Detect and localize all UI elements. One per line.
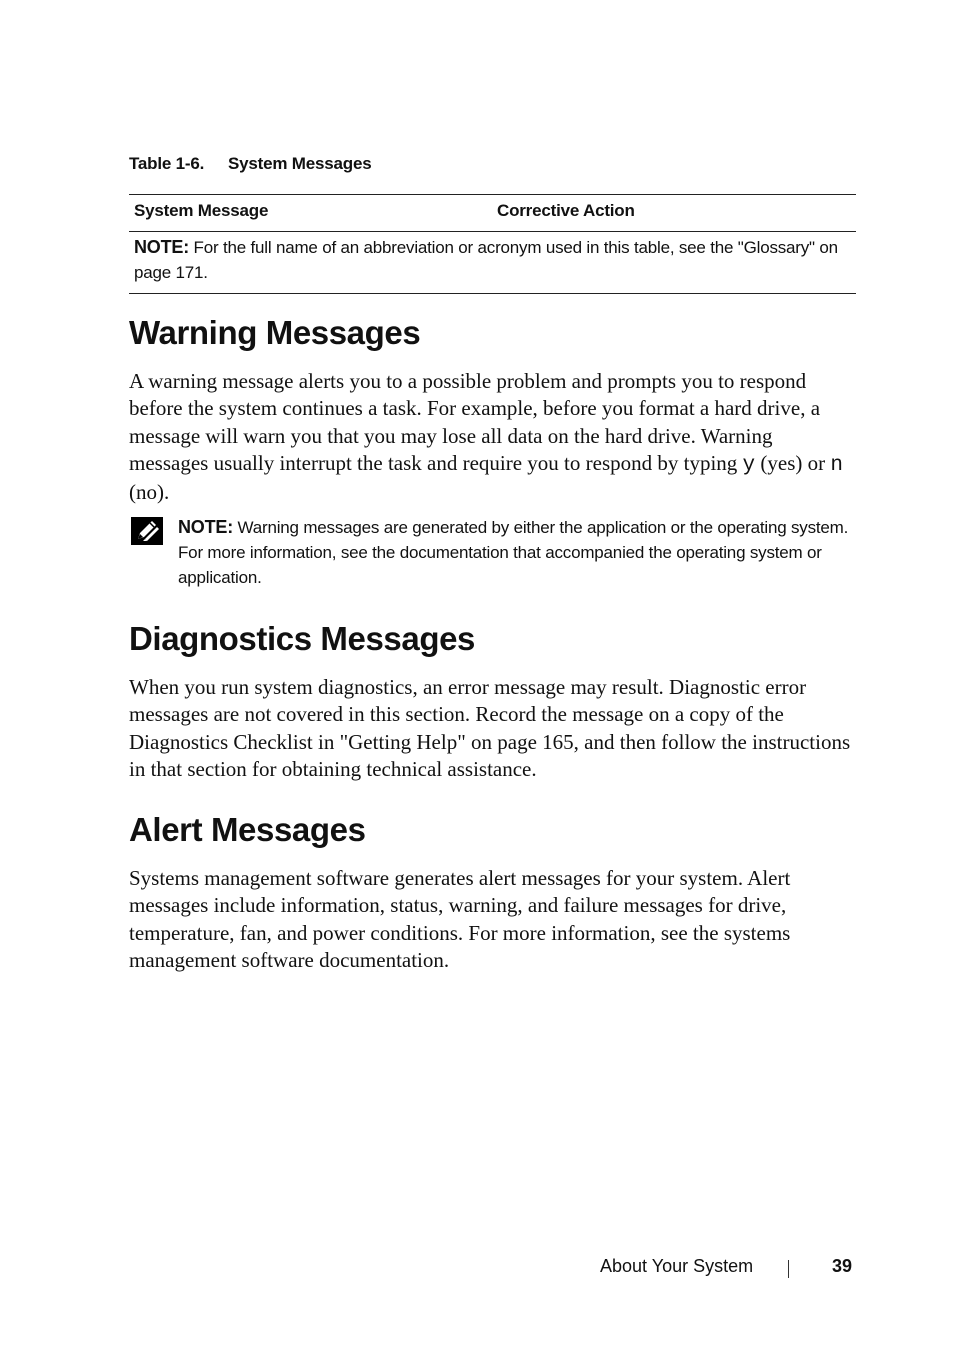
pencil-note-icon [131,517,163,545]
table-note-text: For the full name of an abbreviation or acronym used in this table, see the "Glossary" on page 171. [134,238,838,282]
column-header-system-message: System Message [134,201,269,220]
table-note-label: NOTE: [134,237,189,257]
warning-no-text: (no). [129,480,170,505]
page-number: 39 [831,1256,852,1276]
system-messages-table [129,194,856,294]
footer-section-title: About Your System [600,1256,754,1276]
footer-separator [788,1260,789,1278]
diagnostics-messages-body: When you run system diagnostics, an error message may result. Diagnostic error messages are not covered in this section. Record the message on a copy of the Diagnostics Checklist in "Getting Help" on page 165, and then follow the instructions in that section for obtaining technical assistance. [129,675,851,781]
warning-note-body: Warning messages are generated by either the application or the operating system. For more information, see the documentation that accompanied the operating system or application. [178,518,849,587]
key-no: n [830,453,843,477]
diagnostics-messages-heading: Diagnostics Messages [129,620,475,657]
warning-note-label: NOTE: [178,517,233,537]
table-caption [129,154,371,174]
alert-messages-heading: Alert Messages [129,811,366,848]
warning-messages-heading: Warning Messages [129,314,421,351]
alert-messages-body: Systems management software generates alert messages for your system. Alert messages include information, status, warning, and failure messages for drive, temperature, fan, and power conditions. For more information, see the systems management software documentation. [129,866,791,972]
warning-yes-text: (yes) or [755,450,831,475]
column-header-corrective-action: Corrective Action [497,201,635,220]
warning-messages-body [129,368,856,506]
warning-body-text: A warning message alerts you to a possible problem and prompts you to respond before the system continues a task. For example, before you format a hard drive, a message will warn you that you may lose all data on the hard drive. Warning messages usually interrupt the task and require you to respond by typing [129,369,821,475]
table-header-row [129,195,856,232]
table-note-row [129,232,856,293]
warning-note [129,515,856,590]
table-caption-title: System Messages [228,154,372,173]
table-caption-number: Table 1-6. [129,154,205,173]
warning-note-text [178,515,856,590]
key-yes: y [742,453,756,477]
